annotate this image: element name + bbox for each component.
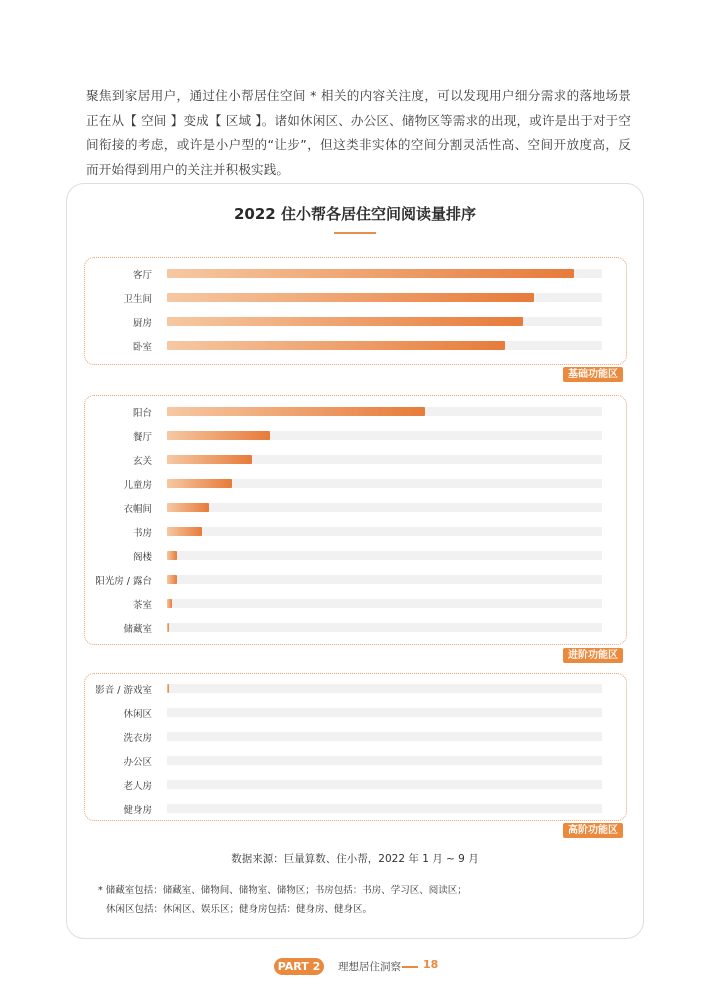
tick-label: 办公区 <box>123 757 152 768</box>
bar-track <box>167 804 602 813</box>
bar <box>167 623 169 632</box>
bar <box>167 575 177 584</box>
tick-label: 儿童房 <box>123 480 152 491</box>
bar <box>167 479 232 488</box>
bar-track <box>167 684 602 693</box>
group-tag: 高阶功能区 <box>563 823 623 838</box>
bar <box>167 269 574 278</box>
intro-paragraph: 聚焦到家居用户，通过住小帮居住空间 * 相关的内容关注度，可以发现用户细分需求的落地场景正在从【 空间 】变成【 区域 】。诸如休闲区、办公区、储物区等需求的出现，或许是出于对于空间衔接的考虑，或许是小户型的“让步”，但这类非实体的空间分割灵活性高、空间开放度高，反而开始得到用户的关注并积极实践。 <box>86 88 631 177</box>
footer-section-title: 理想居住洞察 <box>338 961 401 973</box>
chart-title: 2022 住小帮各居住空间阅读量排序 <box>234 205 476 223</box>
bar-track <box>167 479 602 488</box>
tick-label: 休闲区 <box>123 709 152 720</box>
bar <box>167 431 270 440</box>
footnote-line-1: * 储藏室包括：储藏室、储物间、储物室、储物区；书房包括：书房、学习区、阅读区； <box>98 885 467 896</box>
bar-track <box>167 708 602 717</box>
bar <box>167 293 534 302</box>
page-number: 18 <box>423 958 439 971</box>
bar <box>167 503 209 512</box>
part-badge: PART 2 <box>274 958 324 975</box>
tick-label: 老人房 <box>123 781 152 792</box>
bar-track <box>167 407 602 416</box>
tick-label: 书房 <box>132 528 152 539</box>
tick-label: 阳光房 / 露台 <box>95 576 152 587</box>
bar-track <box>167 527 602 536</box>
bar-track <box>167 293 602 302</box>
bar-track <box>167 341 602 350</box>
tick-label: 客厅 <box>132 270 152 281</box>
tick-label: 衣帽间 <box>123 504 152 515</box>
tick-label: 阳台 <box>132 408 152 419</box>
bar <box>167 599 172 608</box>
title-underline <box>334 232 376 234</box>
tick-label: 阁楼 <box>132 552 152 563</box>
bar <box>167 527 202 536</box>
bar <box>167 455 252 464</box>
bar-track <box>167 455 602 464</box>
bar-track <box>167 269 602 278</box>
bar-track <box>167 317 602 326</box>
bar <box>167 684 169 693</box>
tick-label: 餐厅 <box>132 432 152 443</box>
bar-track <box>167 732 602 741</box>
page-footer <box>0 958 710 976</box>
bar-track <box>167 431 602 440</box>
tick-label: 储藏室 <box>123 624 152 635</box>
bar-track <box>167 756 602 765</box>
bar <box>167 317 523 326</box>
bar-track <box>167 575 602 584</box>
tick-label: 卫生间 <box>123 294 152 305</box>
group-tag: 基础功能区 <box>563 367 623 382</box>
bar <box>167 407 425 416</box>
bar-track <box>167 503 602 512</box>
tick-label: 卧室 <box>132 342 152 353</box>
tick-label: 玄关 <box>132 456 152 467</box>
bar-track <box>167 623 602 632</box>
footer-divider <box>402 966 418 968</box>
tick-label: 茶室 <box>132 600 152 611</box>
group-tag: 进阶功能区 <box>563 648 623 663</box>
tick-label: 影音 / 游戏室 <box>95 685 152 696</box>
tick-label: 洗衣房 <box>123 733 152 744</box>
footnote-line-2: 休闲区包括：休闲区、娱乐区；健身房包括：健身房、健身区。 <box>106 904 373 915</box>
tick-label: 厨房 <box>132 318 152 329</box>
group-box <box>84 673 627 821</box>
bar <box>167 551 177 560</box>
bar <box>167 341 505 350</box>
bar-track <box>167 780 602 789</box>
data-source: 数据来源：巨量算数、住小帮，2022 年 1 月 ~ 9 月 <box>231 853 479 865</box>
tick-label: 健身房 <box>123 805 152 816</box>
bar-track <box>167 551 602 560</box>
bar-track <box>167 599 602 608</box>
